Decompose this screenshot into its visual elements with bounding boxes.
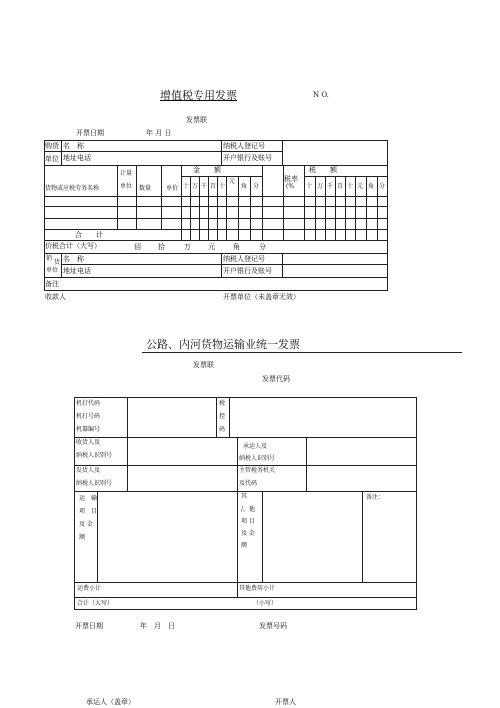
other-items-3: 及 金 xyxy=(241,530,255,537)
consignee-label: 收货人及 xyxy=(76,439,101,446)
seller-label-b: 货 xyxy=(54,259,61,266)
digit-right-4: 十 xyxy=(347,183,354,190)
shipper-label: 发货人及 xyxy=(76,467,101,474)
transport-date-label: 开票日期 xyxy=(75,622,103,630)
seller-name-label: 名 称 xyxy=(63,255,84,263)
grand-unit-3: 元 xyxy=(208,243,215,251)
other-subtotal-label: 其他费用小计 xyxy=(239,585,276,592)
machine-code-label: 机打代码 xyxy=(76,400,101,407)
vat-title: 增值税专用发票 xyxy=(160,89,237,102)
freight-subtotal-label: 运费小计 xyxy=(77,585,102,592)
measure-unit-header-a: 计量 xyxy=(120,170,133,177)
grand-unit-0: 佰 xyxy=(134,243,141,251)
seller-bank-label: 开户银行及账号 xyxy=(223,267,272,275)
grand-unit-1: 拾 xyxy=(158,243,165,251)
machine-number-label: 机打号码 xyxy=(76,413,101,420)
seller-label-c: 单位 xyxy=(46,267,59,274)
issuer-unit-label: 开票单位（未盖章无效） xyxy=(223,293,300,301)
seller-label-a: 销 xyxy=(46,255,53,262)
quantity-header: 数量 xyxy=(139,185,152,192)
tax-rate-header: 税率 xyxy=(284,175,298,183)
machine-id-label: 机器编号 xyxy=(76,426,101,433)
digit-left-5: 元 xyxy=(229,178,236,185)
amount-header: 金 额 xyxy=(193,166,221,174)
tax-amount-header: 税 额 xyxy=(309,166,337,174)
buyer-address-label: 地址电话 xyxy=(63,154,91,162)
percent-label: (% xyxy=(286,183,295,190)
transport-title: 公路、内河货物运输业统一发票 xyxy=(146,338,300,351)
vat-sheet: 发票联 xyxy=(186,116,207,124)
ship-items-1: 项 目 xyxy=(79,508,98,515)
tax-authority-label: 主管税务机关 xyxy=(239,467,276,474)
ship-items-2: 及 金 xyxy=(79,521,93,528)
digit-left-4: 十 xyxy=(219,183,226,190)
transport-date-ymd: 年 月 日 xyxy=(140,622,175,630)
buyer-label: 购货 xyxy=(45,142,59,150)
total-caps-label: 合计（大写） xyxy=(77,600,114,607)
vat-no: N O. xyxy=(313,91,329,99)
vat-date-ymd: 年 月 日 xyxy=(146,129,172,137)
carrier-id-label: 纳税人识别号 xyxy=(239,455,276,462)
digit-left-1: 万 xyxy=(192,183,199,190)
drawer-label: 开票人 xyxy=(275,698,296,706)
consignee-id-label: 纳税人识别号 xyxy=(76,452,113,459)
digit-right-2: 千 xyxy=(327,183,334,190)
other-items-2: 项 目 xyxy=(241,518,255,525)
buyer-taxpayer-label: 纳税人登记号 xyxy=(223,142,265,150)
digit-left-3: 百 xyxy=(210,183,217,190)
grand-unit-5: 分 xyxy=(259,243,266,251)
tax-authority-code-label: 及代码 xyxy=(239,480,258,487)
buyer-unit-label: 单位 xyxy=(45,155,59,163)
ship-items-0: 运 输 xyxy=(79,495,98,502)
payee-label: 收款人 xyxy=(45,293,66,301)
digit-left-7: 分 xyxy=(253,183,260,190)
tax-control-label-c: 码 xyxy=(219,426,226,433)
digit-left-6: 角 xyxy=(241,183,248,190)
digit-right-5: 元 xyxy=(357,183,364,190)
digit-right-6: 角 xyxy=(368,183,375,190)
digit-left-0: 十 xyxy=(183,183,190,190)
shipper-id-label: 纳税人识别号 xyxy=(76,480,113,487)
grand-unit-2: 万 xyxy=(184,243,191,251)
total-small-label: （小写） xyxy=(253,600,278,607)
tax-control-label-b: 控 xyxy=(219,413,226,420)
carrier-label: 承运人及 xyxy=(243,443,268,450)
total-label: 合 计 xyxy=(75,231,103,239)
grand-total-label: 价税合计（大写） xyxy=(45,242,101,250)
digit-right-3: 百 xyxy=(337,183,344,190)
other-items-4: 额 xyxy=(241,542,248,549)
invoice-number-label: 发票号码 xyxy=(259,622,287,630)
vat-table xyxy=(44,140,388,291)
goods-name-header: 货物或应税劳务名称 xyxy=(45,185,100,192)
seller-taxpayer-label: 纳税人登记号 xyxy=(223,255,265,263)
ship-items-3: 额 xyxy=(79,534,86,541)
buyer-bank-label: 开户银行及账号 xyxy=(223,154,272,162)
other-items-0: 其 xyxy=(241,493,248,500)
seller-address-label: 地址电话 xyxy=(63,267,91,275)
digit-right-7: 分 xyxy=(379,183,386,190)
transport-table xyxy=(74,397,417,610)
carrier-seal-label: 承运人（盖章） xyxy=(86,698,135,706)
transport-remark-label: 备注： xyxy=(366,494,385,501)
digit-right-0: 十 xyxy=(306,183,313,190)
transport-sheet: 发票联 xyxy=(193,361,214,369)
remarks-label: 备注 xyxy=(45,280,59,288)
tax-control-label-a: 税 xyxy=(219,400,226,407)
other-items-1: /、他 xyxy=(241,506,256,513)
digit-right-1: 万 xyxy=(317,183,324,190)
transport-code-label: 发票代码 xyxy=(262,375,290,383)
digit-left-2: 千 xyxy=(201,183,208,190)
unit-price-header: 单价 xyxy=(166,185,179,192)
measure-unit-header-b: 单位 xyxy=(120,183,133,190)
buyer-name-label: 名 称 xyxy=(63,142,84,150)
grand-unit-4: 角 xyxy=(233,243,240,251)
vat-date-label: 开票日期 xyxy=(76,129,104,137)
